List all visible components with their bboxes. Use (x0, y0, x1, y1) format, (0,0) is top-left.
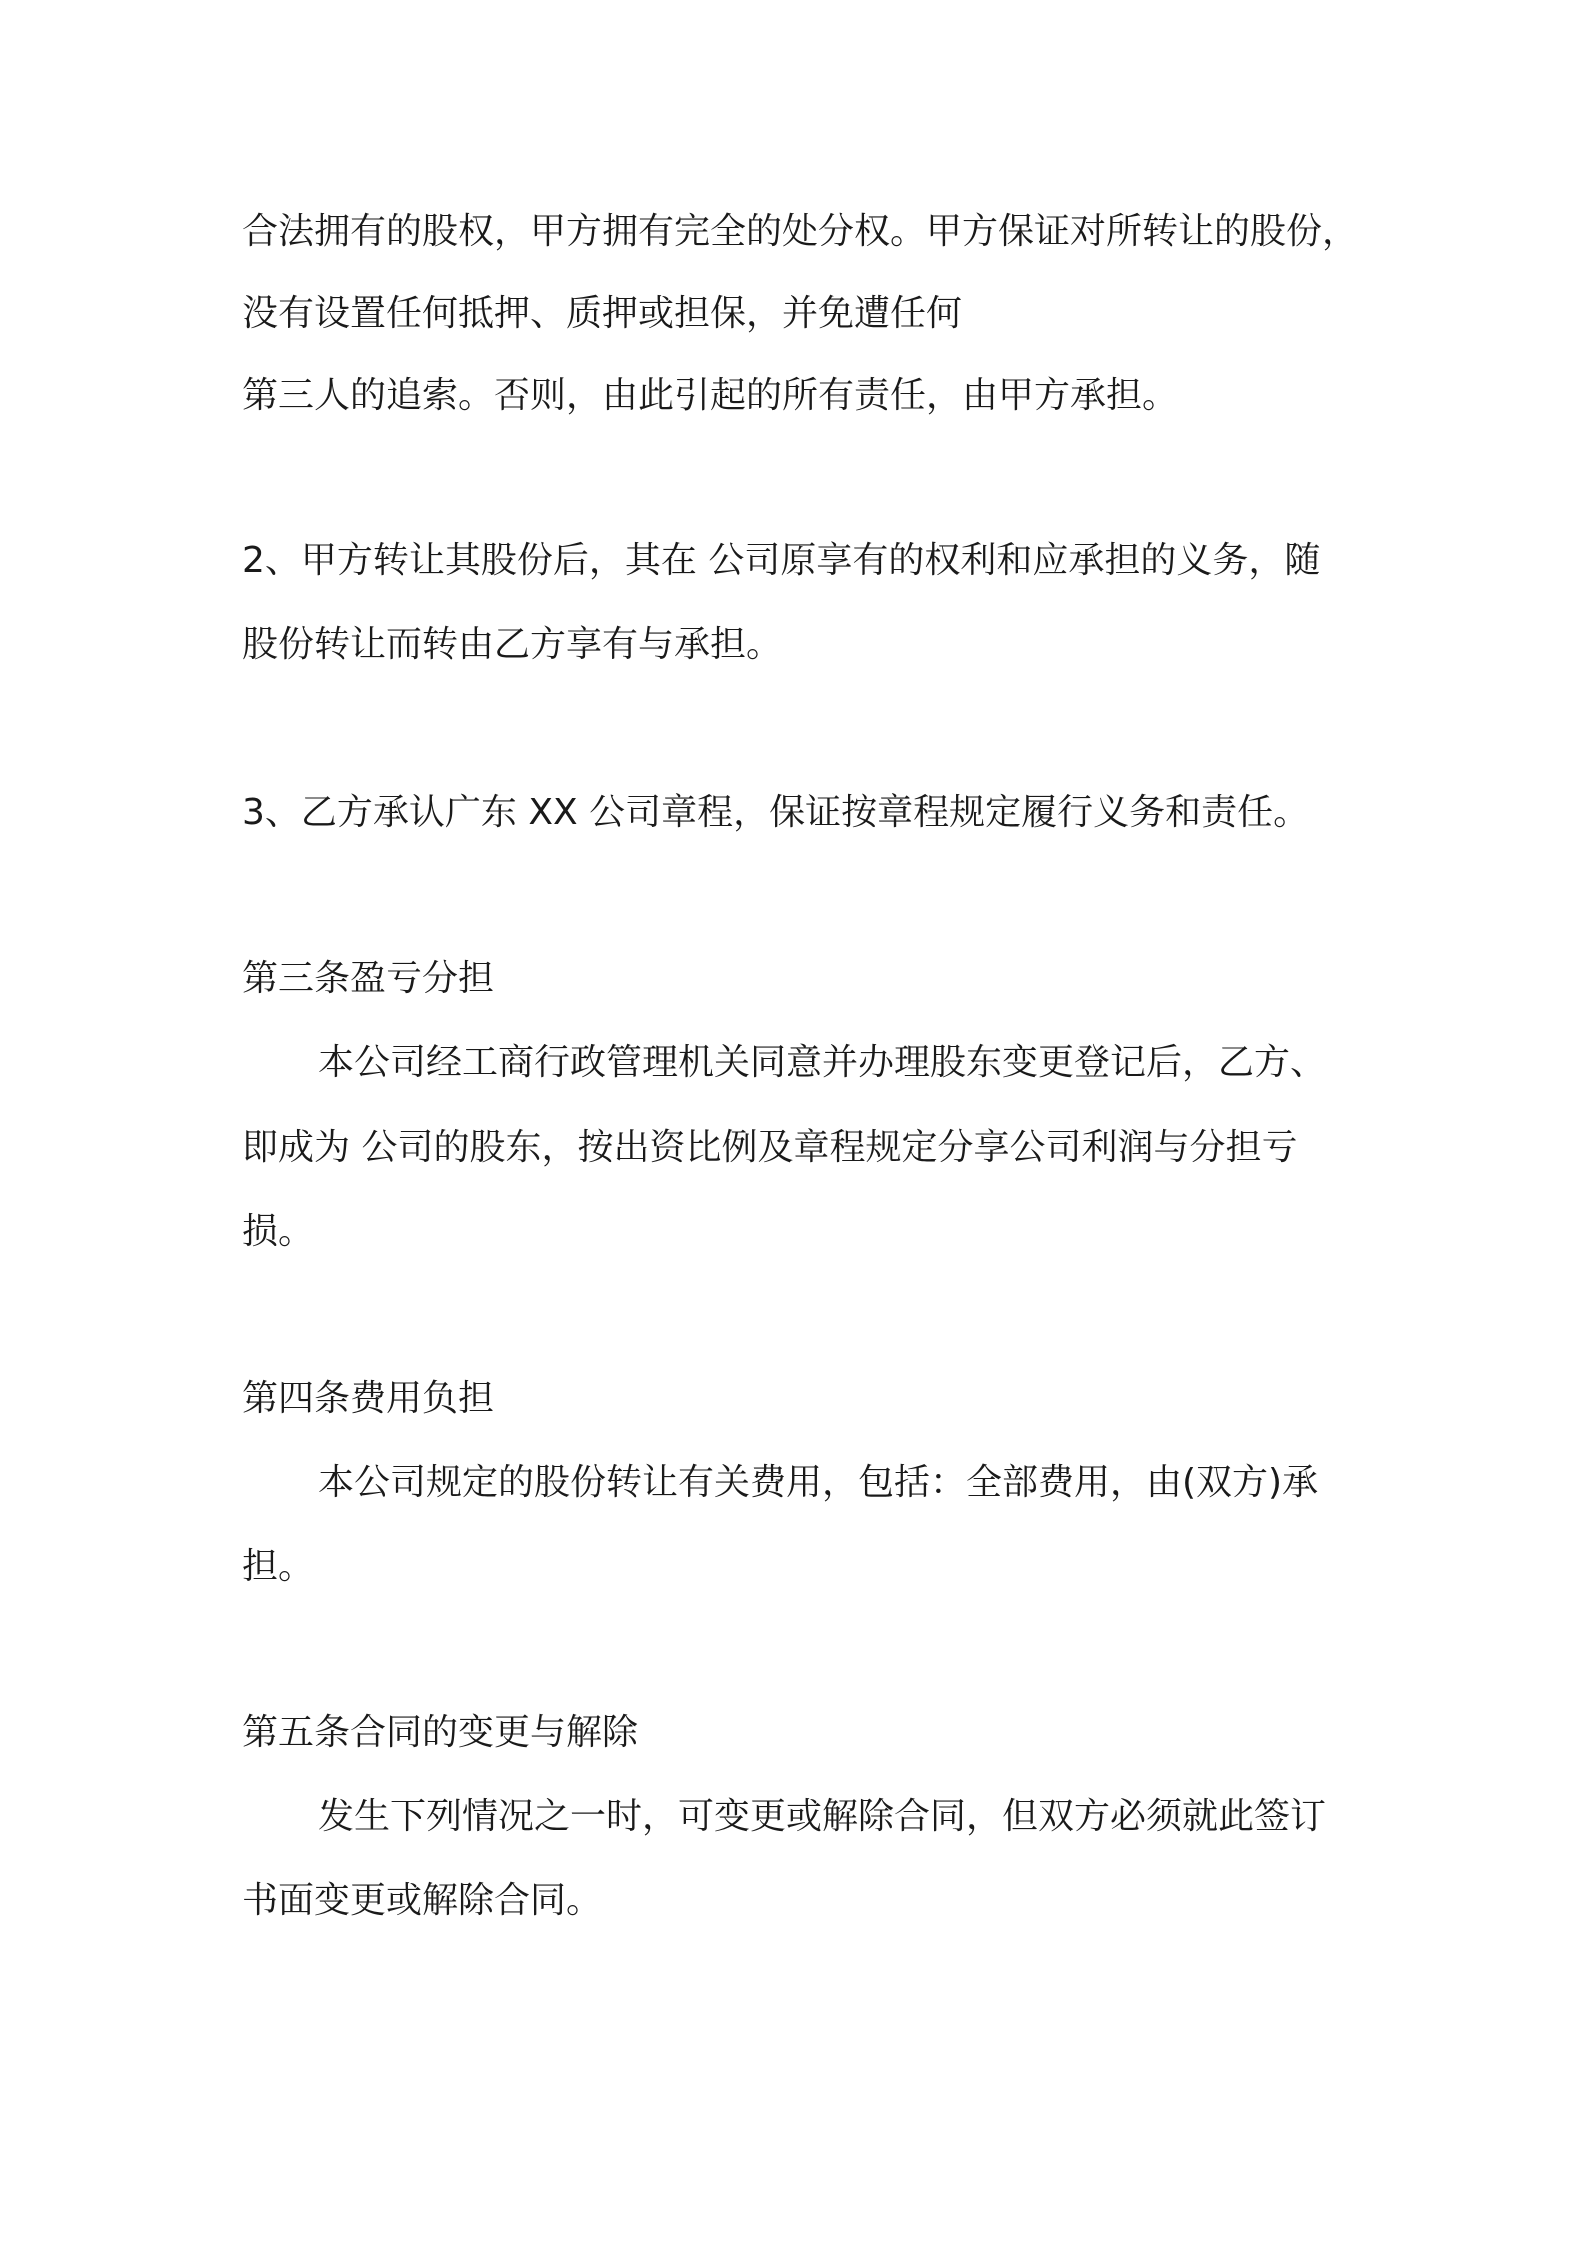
paragraph-1-line-2: 没有设置任何抵押、质押或担保，并免遭任何 (242, 293, 963, 334)
article-4-line-2: 担。 (242, 1546, 315, 1587)
article-5-heading: 第五条合同的变更与解除 (242, 1712, 639, 1753)
article-3-line-3: 损。 (242, 1211, 315, 1252)
paragraph-1-line-3: 第三人的追索。否则，由此引起的所有责任，由甲方承担。 (242, 375, 1179, 416)
paragraph-2-line-2: 股份转让而转由乙方享有与承担。 (242, 624, 783, 665)
article-3-heading: 第三条盈亏分担 (242, 958, 495, 999)
article-4-line-1: 本公司规定的股份转让有关费用，包括：全部费用，由(双方)承 (318, 1462, 1319, 1503)
paragraph-3-line-1: 3、乙方承认广东 XX 公司章程，保证按章程规定履行义务和责任。 (242, 792, 1310, 833)
article-4-heading: 第四条费用负担 (242, 1378, 495, 1419)
paragraph-1-line-1: 合法拥有的股权，甲方拥有完全的处分权。甲方保证对所转让的股份， (242, 211, 1359, 252)
paragraph-2-line-1: 2、甲方转让其股份后，其在 公司原享有的权利和应承担的义务，随 (242, 540, 1321, 581)
article-3-line-1: 本公司经工商行政管理机关同意并办理股东变更登记后，乙方、 (318, 1042, 1327, 1083)
article-3-line-2: 即成为 公司的股东，按出资比例及章程规定分享公司利润与分担亏 (242, 1127, 1298, 1168)
article-5-line-2: 书面变更或解除合同。 (242, 1880, 603, 1921)
article-5-line-1: 发生下列情况之一时，可变更或解除合同，但双方必须就此签订 (318, 1796, 1327, 1837)
